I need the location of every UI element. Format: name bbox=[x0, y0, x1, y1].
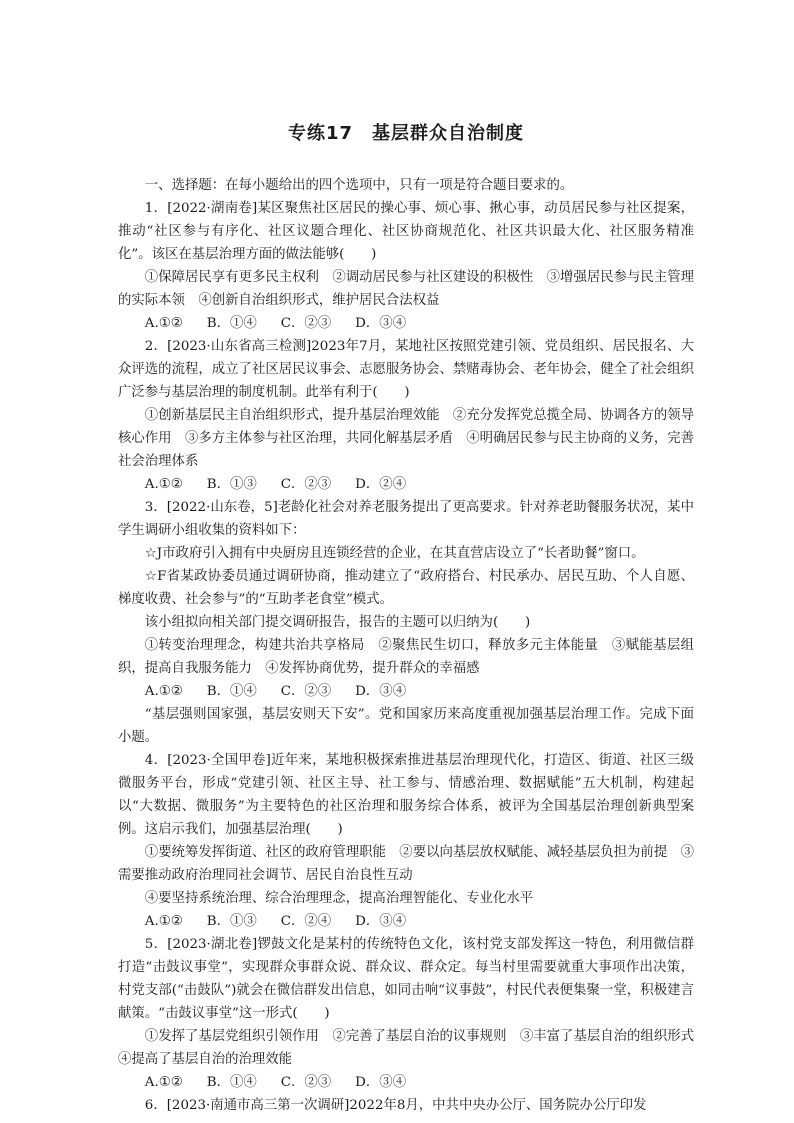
question-3-question: 该小组拟向相关部门提交调研报告，报告的主题可以归纳为( ) bbox=[144, 615, 531, 630]
option-b: B．①④ bbox=[206, 1075, 257, 1090]
question-1-statements: ①保障居民享有更多民主权利 ②调动居民参与社区建设的积极性 ③增强居民参与民主管理的实际本领 ④创新自治组织形式，维护居民合法权益 bbox=[118, 270, 694, 308]
question-3-statements: ①转变治理理念，构建共治共享格局 ②聚焦民生切口，释放多元主体能量 ③赋能基层组织，提高自我服务能力 ④发挥协商优势，提升群众的幸福感 bbox=[118, 638, 694, 676]
question-4-options bbox=[118, 910, 694, 933]
question-1-stem: 1．[2022·湖南卷]某区聚焦社区居民的操心事、烦心事、揪心事，动员居民参与社区提案，推动“社区参与有序化、社区议题合理化、社区协商规范化、社区共识最大化、社区服务精准化”。该区在基层治理方面的做法能够( ) bbox=[118, 201, 694, 262]
option-c: C．②③ bbox=[280, 477, 332, 492]
section-heading: 一、选择题：在每小题给出的四个选项中，只有一项是符合题目要求的。 bbox=[144, 178, 574, 193]
page-title: 专练17 基层群众自治制度 bbox=[287, 123, 525, 144]
option-c: C．②③ bbox=[280, 316, 332, 331]
question-3-options bbox=[118, 680, 694, 703]
question-3-stem: 3．[2022·山东卷，5]老龄化社会对养老服务提出了更高要求。针对养老助餐服务状况，某中学生调研小组收集的资料如下： bbox=[118, 500, 694, 538]
question-4-stem: 4．[2023·全国甲卷]近年来，某地积极探索推进基层治理现代化，打造区、街道、社区三级微服务平台，形成“党建引领、社区主导、社工参与、情感治理、数据赋能”五大机制，构建起以“大数据、微服务”为主要特色的社区治理和服务综合体系，被评为全国基层治理创新典型案例。这启示我们，加强基层治理( ) bbox=[118, 753, 694, 837]
option-b: B．①④ bbox=[206, 316, 257, 331]
question-5-statements: ①发挥了基层党组织引领作用 ②完善了基层自治的议事规则 ③丰富了基层自治的组织形式 ④提高了基层自治的治理效能 bbox=[118, 1029, 708, 1067]
option-a: A.①② bbox=[144, 1075, 183, 1090]
option-c: C．②③ bbox=[280, 1075, 332, 1090]
option-d: D．③④ bbox=[355, 684, 407, 699]
question-6-stem: 6．[2023·南通市高三第一次调研]2022年8月，中共中央办公厅、国务院办公厅印发 bbox=[144, 1098, 647, 1113]
question-5-options bbox=[118, 1071, 694, 1094]
question-4-statement-4: ④要坚持系统治理、综合治理理念，提高治理智能化、专业化水平 bbox=[144, 891, 534, 906]
option-c: C．②④ bbox=[280, 914, 332, 929]
option-d: D．③④ bbox=[355, 316, 407, 331]
option-b: B．①③ bbox=[206, 914, 257, 929]
question-3-material-1: ☆J市政府引入拥有中央厨房且连锁经营的企业，在其直营店设立了“长者助餐”窗口。 bbox=[144, 546, 645, 561]
group-intro: “基层强则国家强，基层安则天下安”。党和国家历来高度重视加强基层治理工作。完成下面小题。 bbox=[118, 707, 694, 745]
option-d: D．③④ bbox=[355, 914, 407, 929]
option-a: A.①② bbox=[144, 316, 183, 331]
option-b: B．①③ bbox=[206, 477, 257, 492]
option-a: A.①② bbox=[144, 684, 183, 699]
question-5-stem: 5．[2023·湖北卷]锣鼓文化是某村的传统特色文化，该村党支部发挥这一特色，利用微信群打造“击鼓议事堂”，实现群众事群众说、群众议、群众定。每当村里需要就重大事项作出决策，村党支部(“击鼓队”)就会在微信群发出信息，如同击响“议事鼓”，村民代表便集聚一堂，积极建言献策。“击鼓议事堂”这一形式( ) bbox=[118, 937, 694, 1021]
option-d: D．③④ bbox=[355, 1075, 407, 1090]
question-4-statements: ①要统筹发挥街道、社区的政府管理职能 ②要以向基层放权赋能、减轻基层负担为前提 ③需要推动政府治理同社会调节、居民自治良性互动 bbox=[118, 845, 694, 883]
question-2-options bbox=[118, 473, 694, 496]
option-d: D．②④ bbox=[355, 477, 407, 492]
option-b: B．①④ bbox=[206, 684, 257, 699]
question-1-options bbox=[118, 312, 694, 335]
option-a: A.①② bbox=[144, 914, 183, 929]
question-3-material-2: ☆F省某政协委员通过调研协商，推动建立了“政府搭台、村民承办、居民互助、个人自愿、梯度收费、社会参与”的“互助孝老食堂”模式。 bbox=[118, 569, 694, 607]
option-c: C．②③ bbox=[280, 684, 332, 699]
option-a: A.①② bbox=[144, 477, 183, 492]
question-2-stem: 2．[2023·山东省高三检测]2023年7月，某地社区按照党建引领、党员组织、居民报名、大众评选的流程，成立了社区居民议事会、志愿服务协会、禁赌毒协会、老年协会，健全了社会组织广泛参与基层治理的制度机制。此举有利于( ) bbox=[118, 339, 694, 400]
question-2-statements: ①创新基层民主自治组织形式，提升基层治理效能 ②充分发挥党总揽全局、协调各方的领导核心作用 ③多方主体参与社区治理，共同化解基层矛盾 ④明确居民参与民主协商的义务，完善社会治理体系 bbox=[118, 408, 694, 469]
